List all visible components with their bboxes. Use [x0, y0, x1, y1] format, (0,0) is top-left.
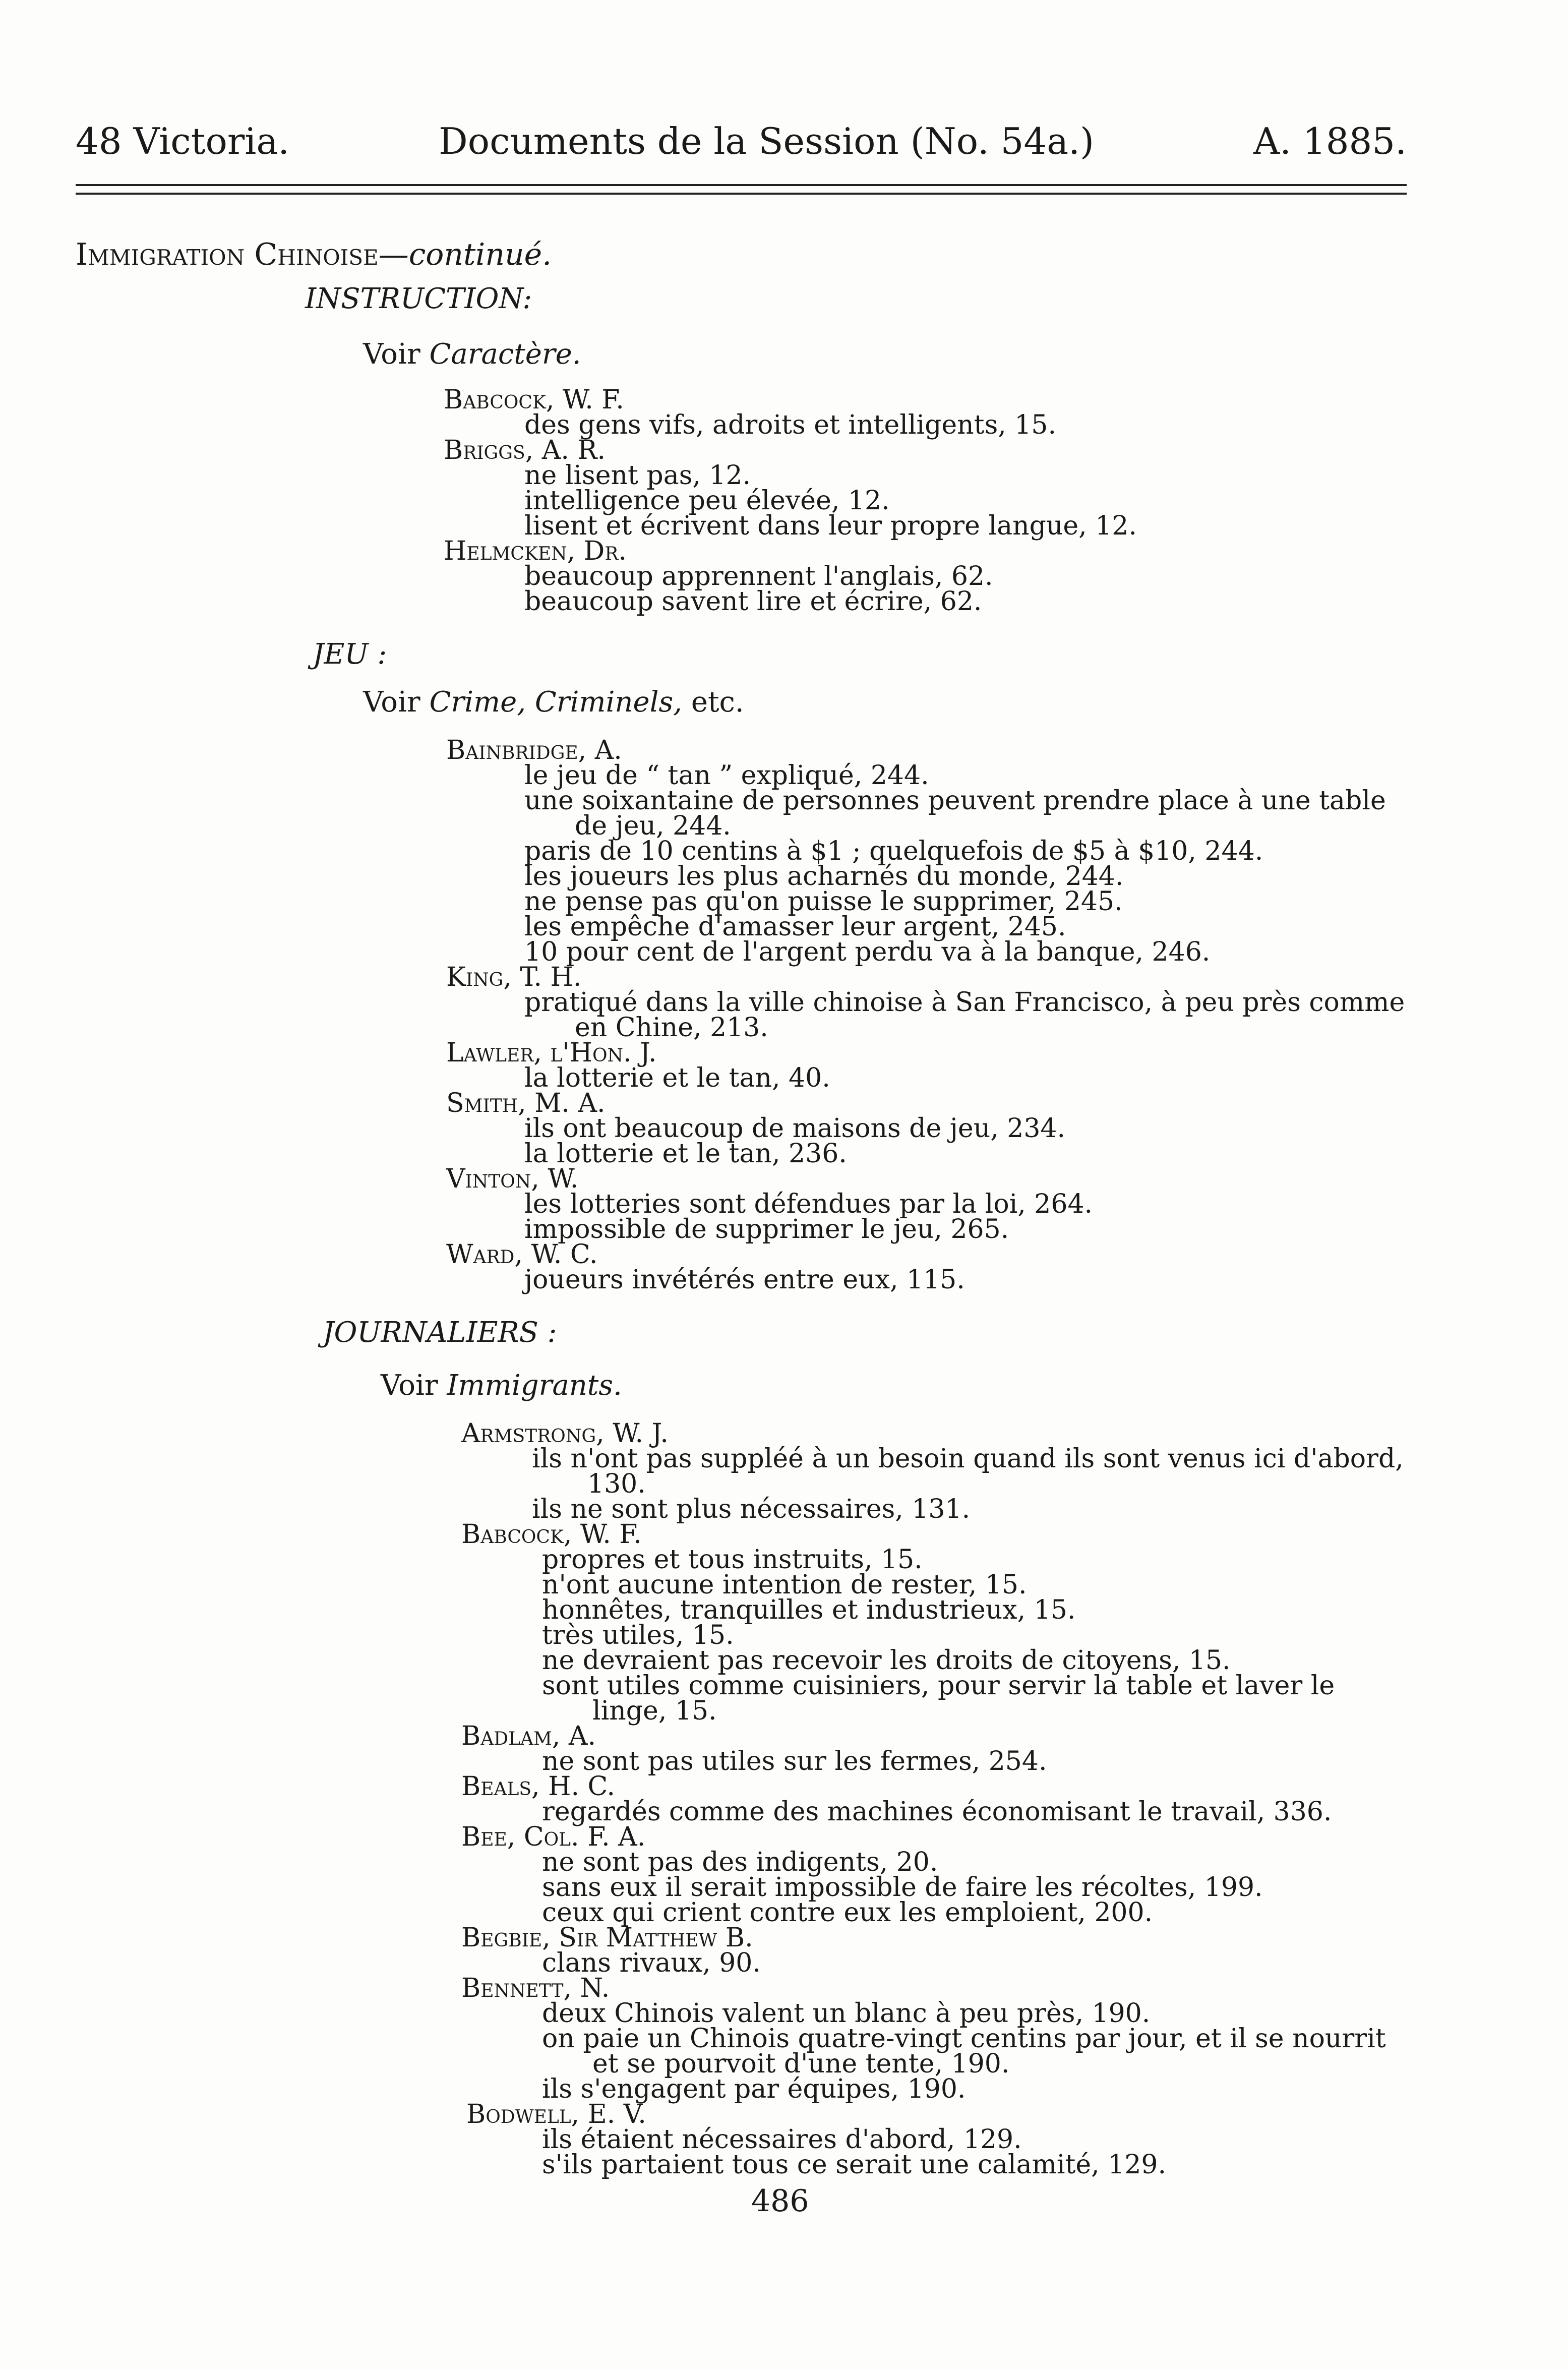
testimony-statement: joueurs invétérés entre eux, 115. [524, 1265, 965, 1295]
see-also-reference [381, 1369, 622, 1402]
testimony-statement: lisent et écrivent dans leur propre langue, 12. [524, 511, 1137, 541]
testimony-statement: ne sont pas des indigents, 20. [542, 1847, 938, 1877]
testimony-statement: ne pense pas qu'on puisse le supprimer, 245. [524, 886, 1123, 917]
witness-name: Bainbridge, A. [446, 735, 622, 765]
witness-name: Ward, W. C. [446, 1239, 598, 1270]
witness-name: Bodwell, E. V. [466, 2099, 646, 2129]
testimony-statement: la lotterie et le tan, 236. [524, 1139, 847, 1169]
testimony-statement: une soixantaine de personnes peuvent prendre place à une table [524, 786, 1386, 816]
testimony-statement: propres et tous instruits, 15. [542, 1545, 923, 1575]
testimony-statement: les lotteries sont défendues par la loi, 264. [524, 1189, 1093, 1219]
testimony-statement: 10 pour cent de l'argent perdu va à la banque, 246. [524, 937, 1211, 967]
testimony-statement: des gens vifs, adroits et intelligents, 15. [524, 410, 1057, 440]
testimony-statement: on paie un Chinois quatre-vingt centins par jour, et il se nourrit [542, 2024, 1386, 2054]
testimony-statement: ils s'engagent par équipes, 190. [542, 2074, 966, 2104]
witness-name: Armstrong, W. J. [461, 1418, 669, 1449]
section-title-continued: —continué. [378, 237, 552, 272]
testimony-statement: ceux qui crient contre eux les emploient, 200. [542, 1898, 1153, 1928]
witness-name: Helmcken, Dr. [444, 536, 627, 566]
see-also-prefix: Voir [363, 338, 430, 371]
see-also-reference [363, 340, 581, 369]
witness-name: Badlam, A. [461, 1721, 596, 1751]
header-title: Documents de la Session (No. 54a.) [439, 120, 1095, 162]
testimony-statement: pratiqué dans la ville chinoise à San Francisco, à peu près comme [524, 987, 1405, 1018]
testimony-statement: de jeu, 244. [575, 811, 731, 841]
testimony-statement: impossible de supprimer le jeu, 265. [524, 1214, 1009, 1245]
witness-name: Babcock, W. F. [461, 1519, 642, 1550]
testimony-statement: linge, 15. [592, 1696, 717, 1726]
header-volume: 48 Victoria. [76, 120, 290, 162]
see-also-suffix: etc. [682, 686, 744, 719]
testimony-statement: ne lisent pas, 12. [524, 460, 751, 491]
witness-name: King, T. H. [446, 962, 582, 992]
witness-name: Beals, H. C. [461, 1771, 615, 1802]
witness-name: Babcock, W. F. [444, 385, 624, 415]
witness-name: Briggs, A. R. [444, 435, 606, 465]
section-title-main: Immigration Chinoise [76, 237, 379, 272]
testimony-statement: beaucoup apprennent l'anglais, 62. [524, 561, 993, 591]
topic-heading: JOURNALIERS : [323, 1316, 557, 1349]
testimony-statement: beaucoup savent lire et écrire, 62. [524, 586, 982, 617]
testimony-statement: le jeu de “ tan ” expliqué, 244. [524, 760, 929, 791]
see-also-reference [363, 688, 744, 717]
see-also-target: Caractère. [429, 338, 581, 371]
see-also-prefix: Voir [363, 686, 430, 719]
witness-name: Bennett, N. [461, 1973, 610, 2003]
page-number: 486 [751, 2183, 809, 2219]
testimony-statement: honnêtes, tranquilles et industrieux, 15. [542, 1595, 1076, 1625]
see-also-target: Crime, Criminels, [429, 686, 683, 719]
testimony-statement: clans rivaux, 90. [542, 1948, 761, 1978]
see-also-prefix: Voir [381, 1369, 447, 1402]
witness-name: Lawler, l'Hon. J. [446, 1038, 657, 1068]
testimony-statement: ne sont pas utiles sur les fermes, 254. [542, 1746, 1047, 1776]
testimony-statement: ils ne sont plus nécessaires, 131. [532, 1494, 971, 1524]
testimony-statement: ils étaient nécessaires d'abord, 129. [542, 2124, 1022, 2155]
testimony-statement: paris de 10 centins à $1 ; quelquefois de $5 à $10, 244. [524, 836, 1263, 866]
topic-heading: JEU : [313, 638, 387, 671]
testimony-statement: la lotterie et le tan, 40. [524, 1063, 830, 1093]
testimony-statement: et se pourvoit d'une tente, 190. [592, 2049, 1010, 2079]
header-year: A. 1885. [1253, 120, 1407, 162]
testimony-statement: ils ont beaucoup de maisons de jeu, 234. [524, 1113, 1066, 1144]
witness-name: Vinton, W. [446, 1164, 579, 1194]
testimony-statement: sans eux il serait impossible de faire les récoltes, 199. [542, 1872, 1263, 1903]
witness-name: Bee, Col. F. A. [461, 1822, 646, 1852]
witness-name: Begbie, Sir Matthew B. [461, 1923, 753, 1953]
testimony-statement: ne devraient pas recevoir les droits de citoyens, 15. [542, 1645, 1231, 1676]
testimony-statement: s'ils partaient tous ce serait une calamité, 129. [542, 2150, 1167, 2180]
see-also-target: Immigrants. [447, 1369, 622, 1402]
testimony-statement: n'ont aucune intention de rester, 15. [542, 1570, 1027, 1600]
testimony-statement: regardés comme des machines économisant le travail, 336. [542, 1797, 1332, 1827]
witness-name: Smith, M. A. [446, 1088, 606, 1118]
testimony-statement: 130. [587, 1469, 646, 1499]
testimony-statement: les empêche d'amasser leur argent, 245. [524, 912, 1066, 942]
testimony-statement: sont utiles comme cuisiniers, pour servir la table et laver le [542, 1671, 1335, 1701]
testimony-statement: les joueurs les plus acharnés du monde, 244. [524, 861, 1124, 892]
testimony-statement: ils n'ont pas suppléé à un besoin quand ils sont venus ici d'abord, [532, 1444, 1404, 1474]
testimony-statement: deux Chinois valent un blanc à peu près, 190. [542, 1998, 1151, 2029]
testimony-statement: intelligence peu élevée, 12. [524, 486, 890, 516]
testimony-statement: en Chine, 213. [575, 1013, 768, 1043]
topic-heading: INSTRUCTION: [305, 282, 532, 315]
testimony-statement: très utiles, 15. [542, 1620, 734, 1650]
